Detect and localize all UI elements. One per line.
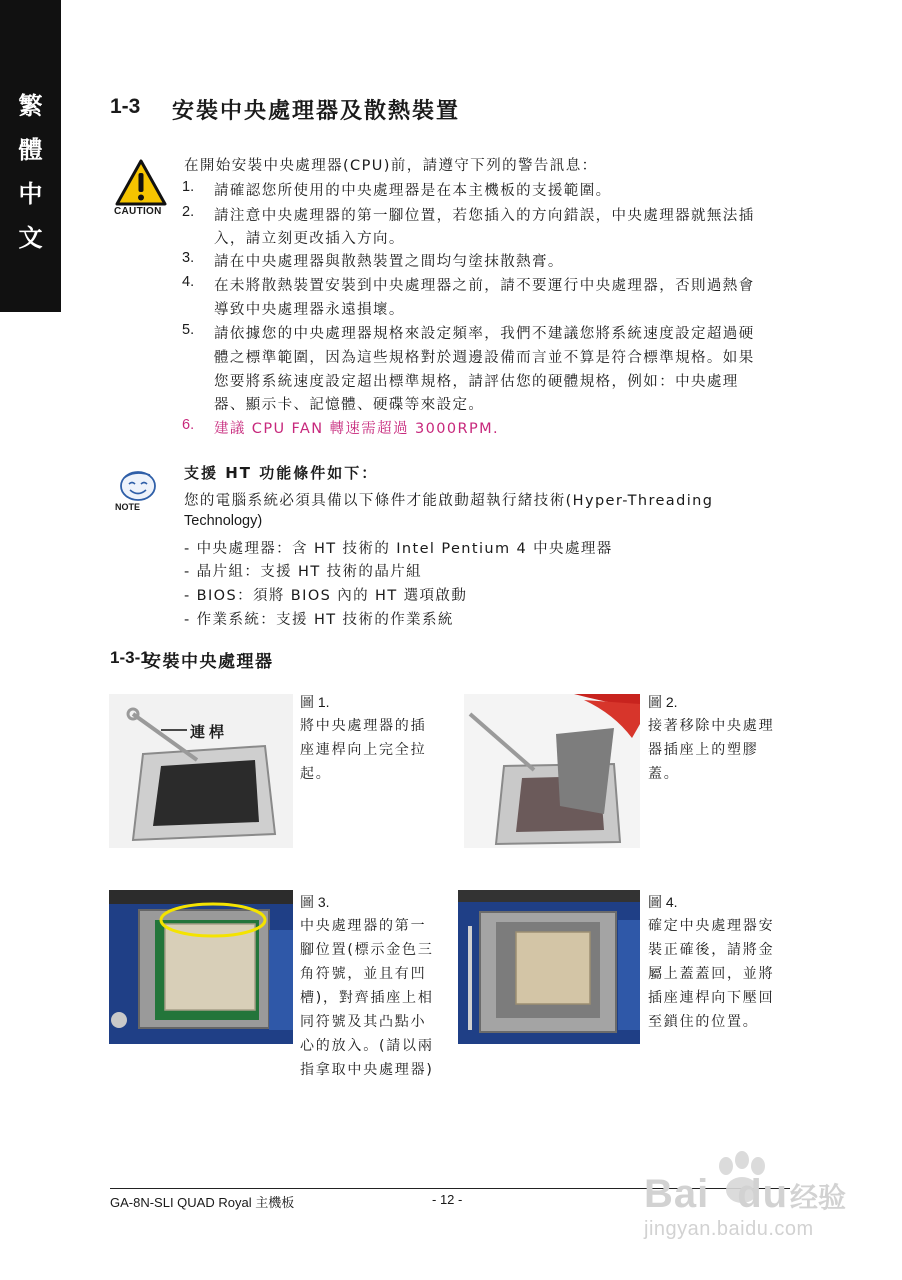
caution-label: CAUTION	[114, 206, 162, 217]
figure-1-photo	[109, 694, 293, 848]
figure-1-caption: 圖 1. 將中央處理器的插 座連桿向上完全拉 起。	[300, 694, 427, 782]
side-tab-char: 中	[18, 179, 43, 208]
note-line: 您的電腦系統必須具備以下條件才能啟動超執行緒技術(Hyper-Threading	[184, 493, 714, 509]
section-heading	[110, 94, 461, 124]
side-tab-char: 文	[18, 223, 43, 252]
watermark-brand-cn: 经验	[790, 1181, 847, 1214]
figure-4-caption: 圖 4. 確定中央處理器安 裝正確後，請將金 屬上蓋蓋回，並將 插座連桿向下壓回 至鎖住的位置。	[648, 894, 775, 1030]
caution-item: 1. 請確認您所使用的中央處理器是在本主機板的支援範圍。	[182, 179, 612, 199]
caution-item: 3. 請在中央處理器與散熱裝置之間均勻塗抹散熱膏。	[182, 250, 564, 270]
caution-item-cont: 導致中央處理器永遠損壞。	[214, 302, 405, 318]
subsection-number: 1-3-1	[110, 648, 150, 667]
caution-item: 5. 請依據您的中央處理器規格來設定頻率，我們不建議您將系統速度設定超過硬	[182, 322, 755, 342]
section-title: 安裝中央處理器及散熱裝置	[172, 98, 461, 124]
side-tab-char: 體	[18, 135, 43, 164]
footer-page-number: - 12 -	[432, 1192, 463, 1207]
caution-item-cont: 您要將系統速度設定超出標準規格，請評估您的硬體規格，例如：中央處理	[214, 374, 739, 390]
figure-2-caption: 圖 2. 接著移除中央處理 器插座上的塑膠 蓋。	[648, 694, 775, 782]
caution-intro: 在開始安裝中央處理器(CPU)前，請遵守下列的警告訊息：	[184, 158, 598, 174]
note-line: - 中央處理器：含 HT 技術的 Intel Pentium 4 中央處理器	[184, 541, 613, 557]
figure-3-caption: 圖 3. 中央處理器的第一 腳位置(標示金色三 角符號，並且有凹 槽)，對齊插座上相 同符號及其凸點小 心的放入。(請以兩 指拿取中央處理器)	[300, 894, 434, 1078]
baidu-watermark	[640, 1146, 846, 1246]
section-number: 1-3	[110, 95, 141, 118]
note-title: 支援 HT 功能條件如下：	[184, 464, 379, 482]
note-line: - 晶片組：支援 HT 技術的晶片組	[184, 564, 423, 580]
note-line: - 作業系統：支援 HT 技術的作業系統	[184, 612, 454, 628]
caution-item-cont: 體之標準範圍，因為這些規格對於週邊設備而言並不算是符合標準規格。如果	[214, 350, 755, 366]
caution-item-cont: 器、顯示卡、記憶體、硬碟等來設定。	[214, 397, 485, 413]
lever-callout: 連桿	[190, 723, 229, 741]
note-label: NOTE	[115, 502, 141, 512]
figure-3-photo	[109, 890, 293, 1044]
caution-item-highlight: 6. 建議 CPU FAN 轉速需超過 3000RPM.	[182, 417, 500, 437]
footer-model: GA-8N-SLI QUAD Royal 主機板	[110, 1195, 295, 1210]
figure-2-photo	[464, 694, 640, 848]
caution-item: 2. 請注意中央處理器的第一腳位置，若您插入的方向錯誤，中央處理器就無法插	[182, 204, 755, 224]
watermark-brand-right: du	[737, 1172, 789, 1216]
note-line: Technology)	[184, 513, 263, 529]
language-side-tab	[0, 0, 61, 312]
figure-4-photo	[458, 890, 640, 1044]
subsection-heading	[110, 648, 274, 672]
caution-item: 4. 在未將散熱裝置安裝到中央處理器之前，請不要運行中央處理器，否則過熱會	[182, 274, 755, 294]
watermark-brand-left: Bai	[644, 1172, 710, 1216]
note-line: - BIOS：須將 BIOS 內的 HT 選項啟動	[184, 588, 468, 604]
subsection-title: 安裝中央處理器	[144, 652, 274, 672]
watermark-url: jingyan.baidu.com	[644, 1218, 814, 1240]
side-tab-char: 繁	[18, 91, 43, 120]
caution-item-cont: 入，請立刻更改插入方向。	[214, 231, 405, 247]
